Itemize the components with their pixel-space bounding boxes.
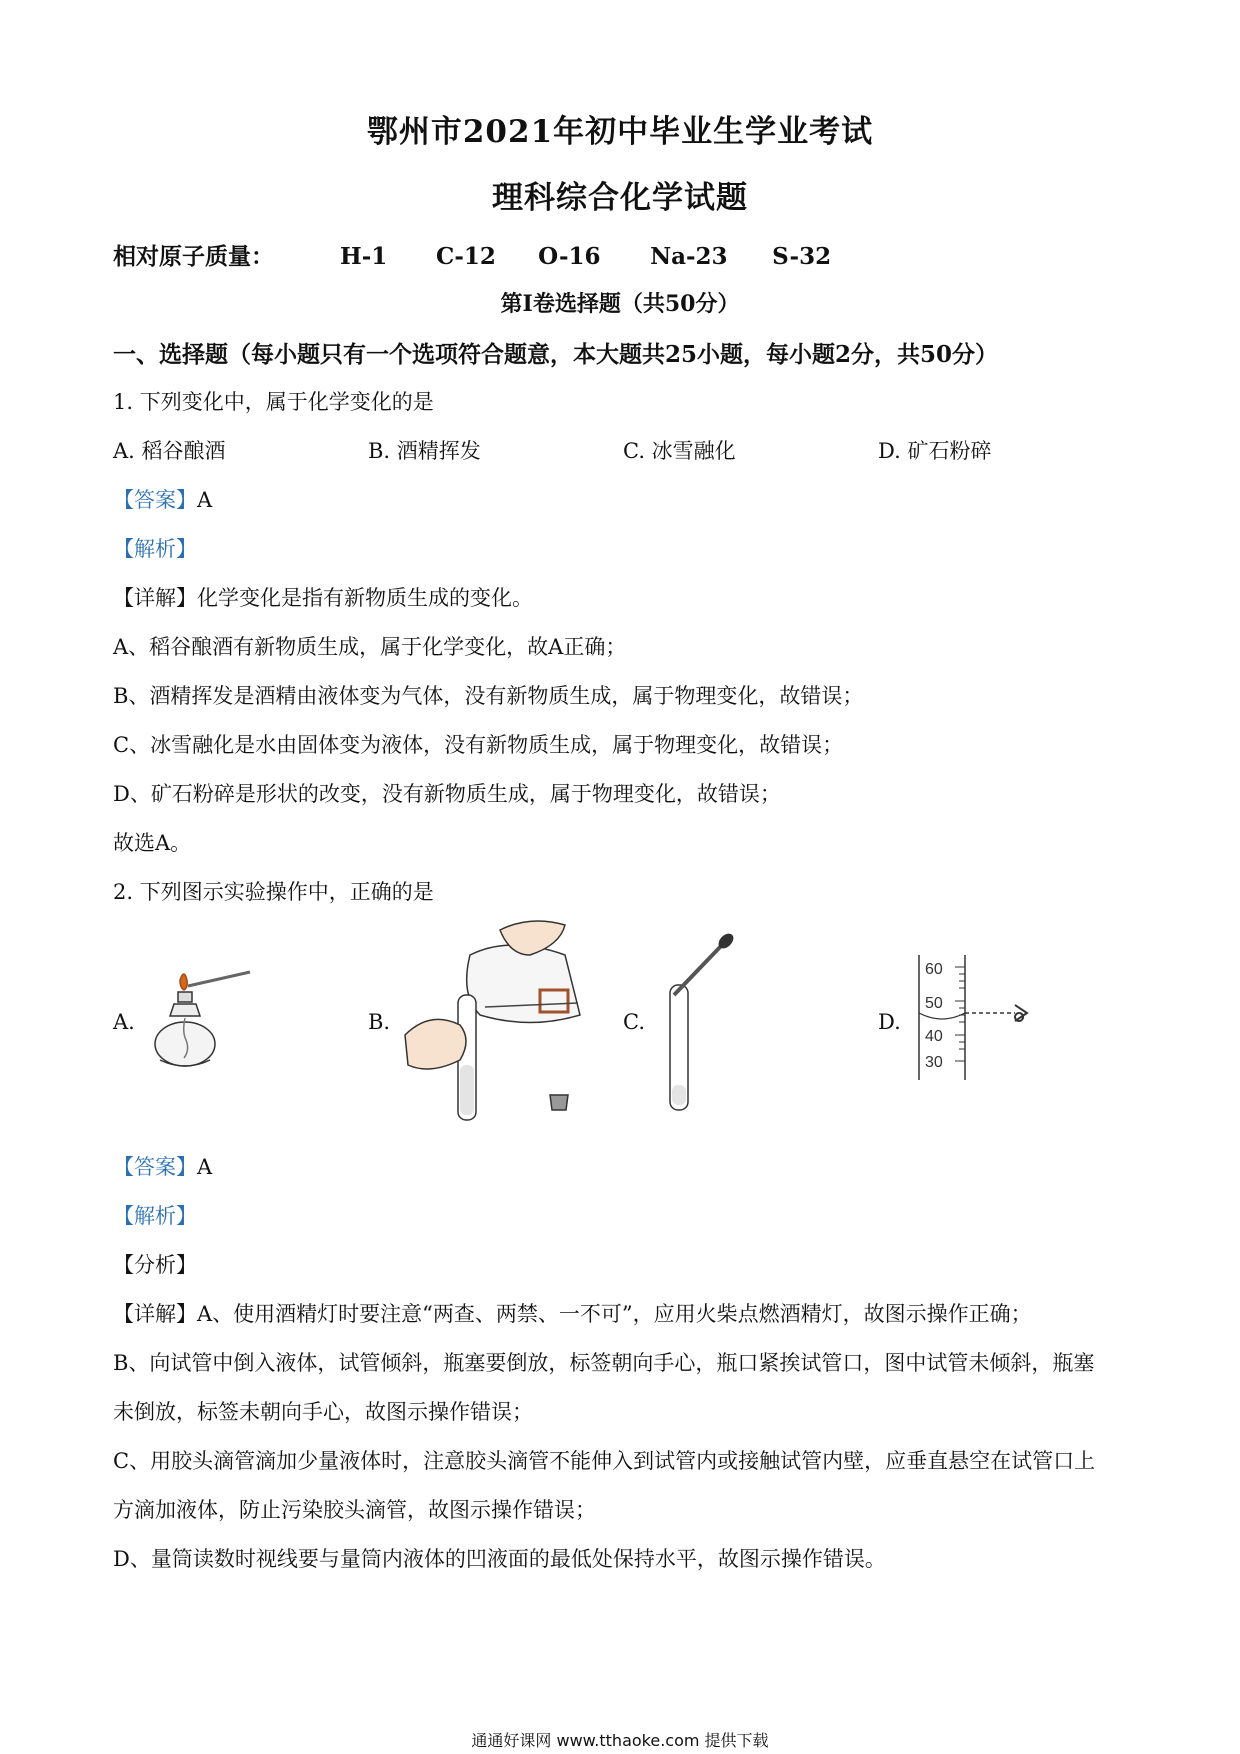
q1-option-a: A. 稻谷酿酒 <box>113 439 226 463</box>
holding-hand-icon <box>405 1019 466 1069</box>
graduated-cylinder-figure <box>915 955 1055 1085</box>
q2-detail-4: 方滴加液体，防止污染胶头滴管，故图示操作错误； <box>113 1498 596 1522</box>
q1-option-b: B. 酒精挥发 <box>368 439 481 463</box>
atomic-mass-s: S-32 <box>772 243 832 270</box>
q2-detail-0: 【详解】A、使用酒精灯时要注意“两查、两禁、一不可”，应用火柴点燃酒精灯，故图示操作正确； <box>113 1302 1032 1326</box>
q2-option-d-label: D. <box>878 1010 901 1034</box>
q1-detail-3: C、冰雪融化是水由固体变为液体，没有新物质生成，属于物理变化，故错误； <box>113 733 844 757</box>
q2-option-b-label: B. <box>368 1010 391 1034</box>
page-footer: 通通好课网 www.tthaoke.com 提供下载 <box>471 1731 769 1750</box>
alcohol-lamp-figure <box>150 960 260 1080</box>
q2-analysis2-tag: 【分析】 <box>113 1253 197 1277</box>
q2-answer-tag: 【答案】 <box>113 1155 197 1179</box>
q2-stem: 2. 下列图示实验操作中，正确的是 <box>113 880 434 904</box>
atomic-masses <box>113 238 831 271</box>
q1-option-c: C. 冰雪融化 <box>623 439 736 463</box>
atomic-mass-h: H-1 <box>340 243 388 270</box>
cylinder-tick-50: 50 <box>925 995 943 1012</box>
q2-answer-value: A <box>197 1155 213 1179</box>
q1-detail-1: A、稻谷酿酒有新物质生成，属于化学变化，故A正确； <box>113 635 627 659</box>
q2-detail-2: 未倒放，标签未朝向手心，故图示操作错误； <box>113 1400 533 1424</box>
q1-detail-5: 故选A。 <box>113 831 192 855</box>
q1-detail-4: D、矿石粉碎是形状的改变，没有新物质生成，属于物理变化，故错误； <box>113 782 781 806</box>
q2-answer <box>113 1151 212 1181</box>
q2-detail-3: C、用胶头滴管滴加少量液体时，注意胶头滴管不能伸入到试管内或接触试管内壁，应垂直悬空在试管口上 <box>113 1449 1096 1473</box>
q2-detail-1: B、向试管中倒入液体，试管倾斜，瓶塞要倒放，标签朝向手心，瓶口紧挨试管口，图中试管未倾斜，瓶塞 <box>113 1351 1095 1375</box>
q1-answer-value: A <box>197 488 213 512</box>
q2-detail-5: D、量筒读数时视线要与量筒内液体的凹液面的最低处保持水平，故图示操作错误。 <box>113 1547 886 1571</box>
cylinder-tick-60: 60 <box>925 961 943 978</box>
dropper-figure <box>650 925 750 1115</box>
exam-title: 鄂州市2021年初中毕业生学业考试 <box>366 114 874 150</box>
cylinder-tick-30: 30 <box>925 1054 943 1071</box>
pouring-liquid-figure <box>400 915 600 1125</box>
q1-answer <box>113 484 212 514</box>
stopper-icon <box>550 1095 568 1110</box>
q1-detail-2: B、酒精挥发是酒精由液体变为气体，没有新物质生成，属于物理变化，故错误； <box>113 684 864 708</box>
atomic-masses-label: 相对原子质量： <box>113 243 274 270</box>
alcohol-lamp-icon <box>155 972 250 1066</box>
q2-analysis-tag: 【解析】 <box>113 1204 197 1228</box>
part-title: 一、选择题（每小题只有一个选项符合题意，本大题共25小题，每小题2分，共50分） <box>113 341 999 368</box>
atomic-mass-c: C-12 <box>436 243 496 270</box>
dropper-icon <box>674 945 722 995</box>
q2-option-c-label: C. <box>623 1010 645 1034</box>
cylinder-tick-40: 40 <box>925 1028 943 1045</box>
q2-option-a-label: A. <box>113 1010 135 1034</box>
exam-subtitle: 理科综合化学试题 <box>492 180 748 216</box>
atomic-mass-na: Na-23 <box>650 243 728 270</box>
q1-option-d: D. 矿石粉碎 <box>878 439 992 463</box>
q1-answer-tag: 【答案】 <box>113 488 197 512</box>
section-title: 第Ⅰ卷选择题（共50分） <box>500 291 740 317</box>
atomic-mass-o: O-16 <box>538 243 601 270</box>
q1-analysis-tag: 【解析】 <box>113 537 197 561</box>
q1-stem: 1. 下列变化中，属于化学变化的是 <box>113 390 434 414</box>
q1-detail-0: 【详解】化学变化是指有新物质生成的变化。 <box>113 586 533 610</box>
eye-icon <box>1015 1005 1027 1021</box>
